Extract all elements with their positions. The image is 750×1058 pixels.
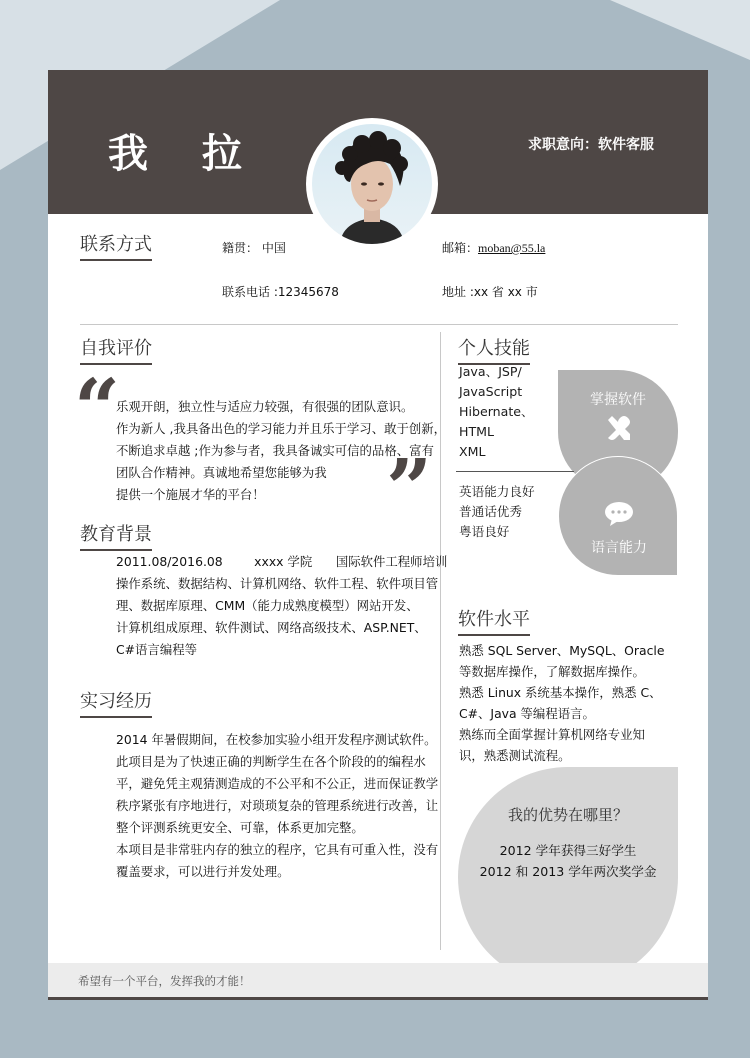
advantage-item: 2012 和 2013 学年两次奖学金 <box>479 864 657 879</box>
education-line: 2011.08/2016.08 xxxx 学院 国际软件工程师培训 <box>116 554 448 569</box>
footer <box>48 963 708 1000</box>
background-triangle-right <box>550 0 750 60</box>
job-objective: 求职意向：软件客服 <box>528 137 654 153</box>
software-line: 熟悉 Linux 系统基本操作，熟悉 C、 <box>459 685 662 700</box>
language-skills-list <box>459 482 535 542</box>
language-badge-label: 语言能力 <box>591 540 647 556</box>
address: 地址 :xx 省 xx 市 <box>442 285 538 299</box>
native-place: 籍贯： 中国 <box>222 241 286 255</box>
internship-line: 2014 年暑假期间，在校参加实验小组开发程序测试软件。 <box>116 732 437 747</box>
skill-item: HTML <box>459 424 495 439</box>
language-badge <box>558 456 678 576</box>
phone-number: 联系电话 :12345678 <box>222 285 339 299</box>
education-text <box>116 551 447 661</box>
self-eval-section-title: 自我评价 <box>80 334 152 365</box>
education-line: 计算机组成原理、软件测试、网络高级技术、ASP.NET、 <box>116 620 427 635</box>
contact-section-title: 联系方式 <box>80 230 152 261</box>
self-eval-line: 团队合作精神。真诚地希望您能够为我 <box>116 465 327 480</box>
education-section-title: 教育背景 <box>80 520 152 551</box>
internship-line: 此项目是为了快速正确的判断学生在各个阶段的的编程水 <box>116 754 426 769</box>
skills-divider <box>456 471 574 472</box>
internship-text <box>116 729 438 883</box>
tech-skills-list <box>459 362 534 462</box>
software-line: 等数据库操作，了解数据库操作。 <box>459 664 645 679</box>
skill-item: Java、JSP/ <box>459 364 522 379</box>
skill-item: JavaScript <box>459 384 523 399</box>
email-label: 邮箱： <box>442 241 479 255</box>
software-section-title: 软件水平 <box>458 605 530 636</box>
education-line: C#语言编程等 <box>116 642 197 657</box>
software-line: 熟悉 SQL Server、MySQL、Oracle <box>459 643 665 658</box>
internship-line: 整个评测系统更安全、可靠，体系更加完整。 <box>116 820 364 835</box>
self-eval-line: 乐观开朗，独立性与适应力较强，有很强的团队意识。 <box>116 399 414 414</box>
resume-page <box>48 70 708 1000</box>
software-line: 识，熟悉测试流程。 <box>459 748 571 763</box>
internship-line: 本项目是非常驻内存的独立的程序，它具有可重入性，没有 <box>116 842 439 857</box>
candidate-name: 我 拉 <box>108 131 262 177</box>
footer-slogan: 希望有一个平台，发挥我的才能！ <box>78 974 251 988</box>
chat-bubble-icon <box>604 501 634 527</box>
advantage-list <box>458 840 678 882</box>
self-eval-line: 不断追求卓越 ;作为参与者，我具备诚实可信的品格、富有 <box>116 443 434 458</box>
section-divider <box>80 324 678 325</box>
software-line: 熟练而全面掌握计算机网络专业知 <box>459 727 645 742</box>
software-badge-label: 掌握软件 <box>590 392 646 408</box>
email-info <box>442 239 545 256</box>
internship-line: 覆盖要求，可以进行并发处理。 <box>116 864 290 879</box>
close-quote-mark: ” <box>386 441 433 535</box>
education-line: 操作系统、数据结构、计算机网络、软件工程、软件项目管 <box>116 576 439 591</box>
language-item: 粤语良好 <box>459 524 510 539</box>
email-link[interactable]: moban@55.la <box>478 241 546 255</box>
advantage-item: 2012 学年获得三好学生 <box>499 843 637 858</box>
language-item: 普通话优秀 <box>459 504 522 519</box>
internship-section-title: 实习经历 <box>80 687 152 718</box>
advantage-title: 我的优势在哪里？ <box>507 806 628 824</box>
skill-item: Hibernate、 <box>459 404 534 419</box>
self-eval-line: 作为新人 ,我具备出色的学习能力并且乐于学习、敢于创新， <box>116 421 447 436</box>
skill-item: XML <box>459 444 486 459</box>
avatar <box>312 124 432 244</box>
software-text <box>459 640 664 766</box>
footer-bar <box>48 997 708 1000</box>
language-item: 英语能力良好 <box>459 484 535 499</box>
skills-section-title: 个人技能 <box>458 334 530 365</box>
profile-photo <box>306 118 438 250</box>
self-eval-line: 提供一个施展才华的平台！ <box>116 487 265 502</box>
internship-line: 秩序紧张有序地进行，对琐琐复杂的管理系统进行改善，让 <box>116 798 439 813</box>
software-line: C#、Java 等编程语言。 <box>459 706 595 721</box>
internship-line: 平，避免凭主观猜测造成的不公平和不公正，进而保证教学 <box>116 776 439 791</box>
open-quote-mark: “ <box>74 361 121 455</box>
education-line: 理、数据库原理、CMM（能力成熟度模型）网站开发、 <box>116 598 419 613</box>
tools-icon <box>604 414 634 444</box>
